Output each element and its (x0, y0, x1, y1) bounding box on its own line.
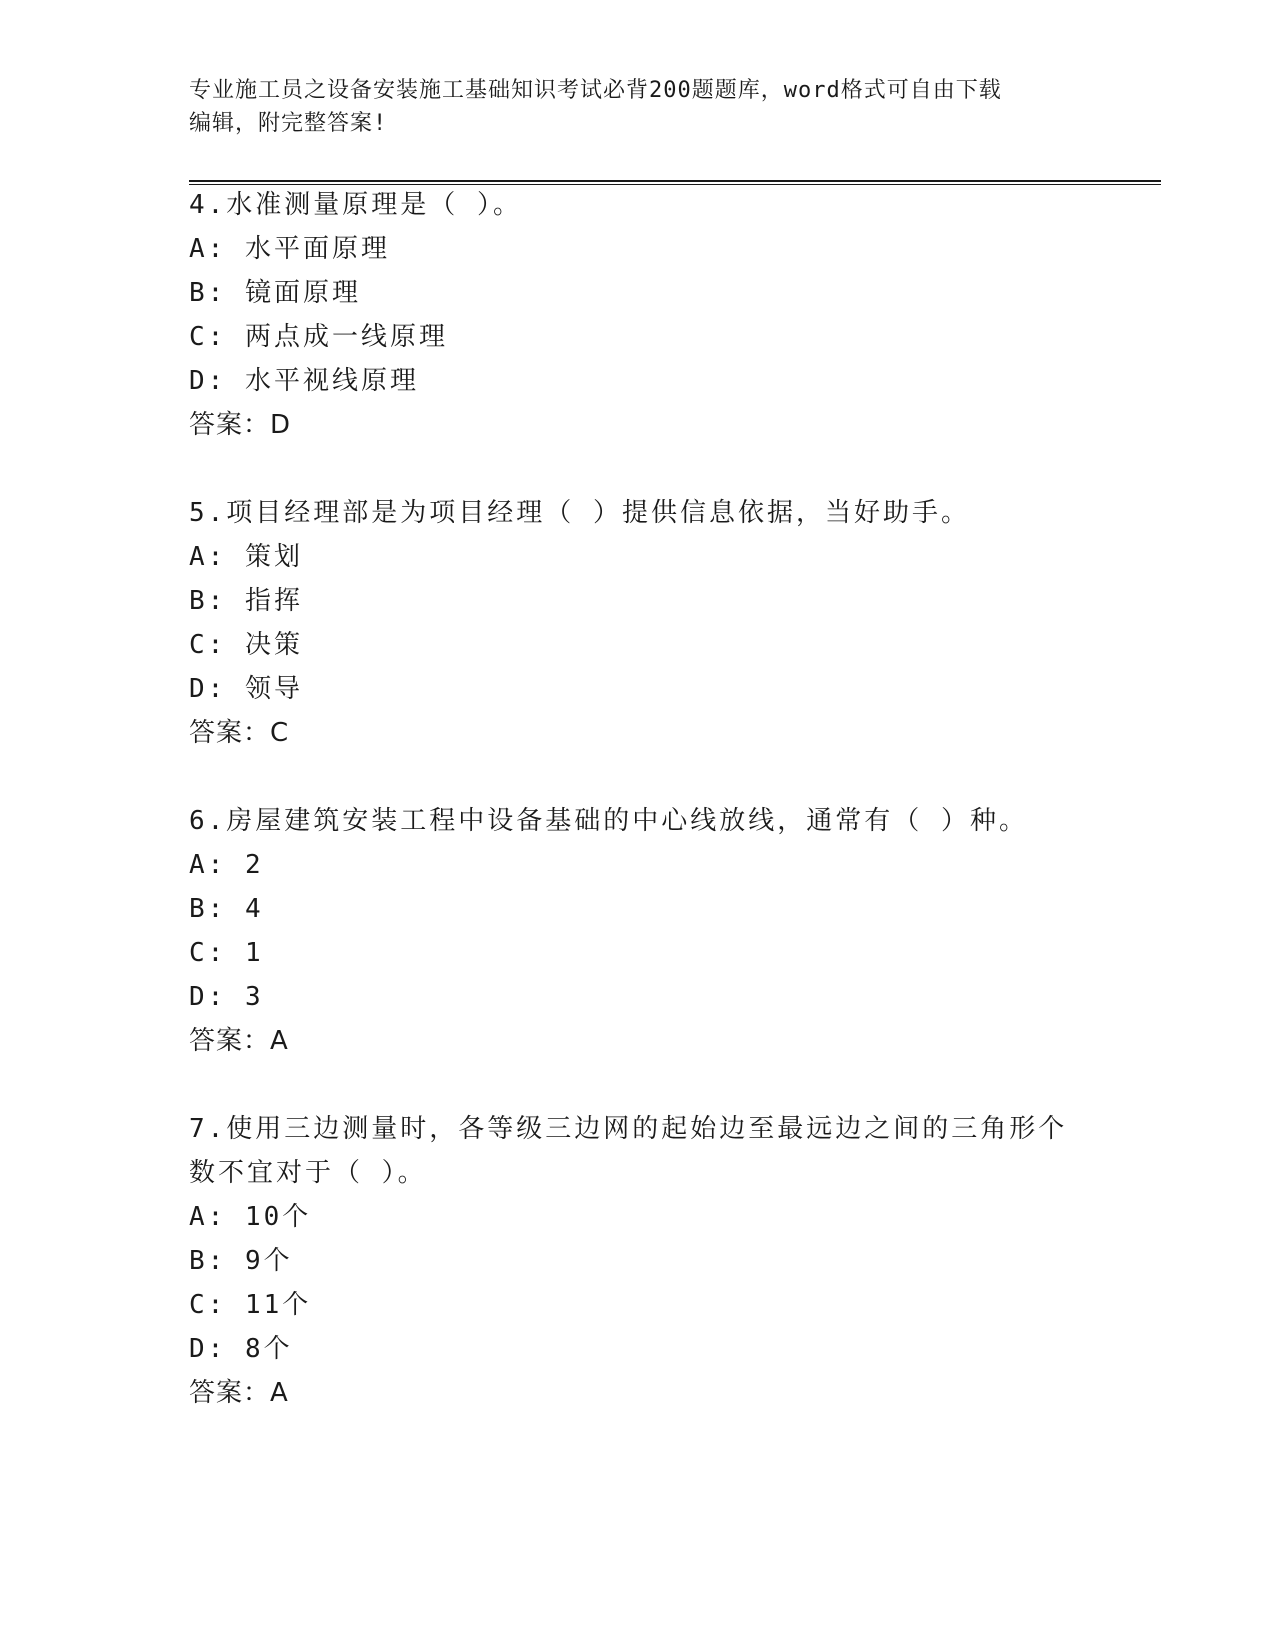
header-line-1: 专业施工员之设备安装施工基础知识考试必背200题题库，word格式可自由下载 (189, 78, 1002, 103)
question-7-stem-line-2: 数不宜对于（ ）。 (189, 1158, 427, 1188)
header-divider-thick (189, 180, 1161, 182)
question-5-option-c: C: 决策 (189, 630, 303, 660)
header-divider-thin (189, 184, 1161, 185)
question-4-option-c: C: 两点成一线原理 (189, 322, 448, 352)
question-4-option-d: D: 水平视线原理 (189, 366, 419, 396)
question-5-option-a: A: 策划 (189, 542, 303, 572)
question-4-option-b: B: 镜面原理 (189, 278, 361, 308)
question-7-option-a: A: 10个 (189, 1202, 312, 1232)
question-7-option-b: B: 9个 (189, 1246, 293, 1276)
question-4-stem: 4.水准测量原理是（ ）。 (189, 190, 522, 220)
question-6-option-b: B: 4 (189, 894, 264, 924)
question-7-stem-line-1: 7.使用三边测量时，各等级三边网的起始边至最远边之间的三角形个 (189, 1114, 1068, 1144)
question-7-option-c: C: 11个 (189, 1290, 312, 1320)
question-5-option-b: B: 指挥 (189, 586, 303, 616)
question-4-answer: 答案：D (189, 410, 292, 440)
question-5-stem: 5.项目经理部是为项目经理（ ）提供信息依据，当好助手。 (189, 498, 970, 528)
question-7-option-d: D: 8个 (189, 1334, 293, 1364)
question-6-option-c: C: 1 (189, 938, 264, 968)
header-line-2: 编辑，附完整答案! (189, 111, 388, 136)
question-5-option-d: D: 领导 (189, 674, 303, 704)
document-header (189, 74, 1089, 140)
question-7-answer: 答案：A (189, 1378, 289, 1408)
question-6-option-d: D: 3 (189, 982, 264, 1012)
question-4-option-a: A: 水平面原理 (189, 234, 390, 264)
question-5-answer: 答案：C (189, 718, 290, 748)
question-6-stem: 6.房屋建筑安装工程中设备基础的中心线放线，通常有（ ）种。 (189, 806, 1028, 836)
question-6-answer: 答案：A (189, 1026, 289, 1056)
question-6-option-a: A: 2 (189, 850, 264, 880)
